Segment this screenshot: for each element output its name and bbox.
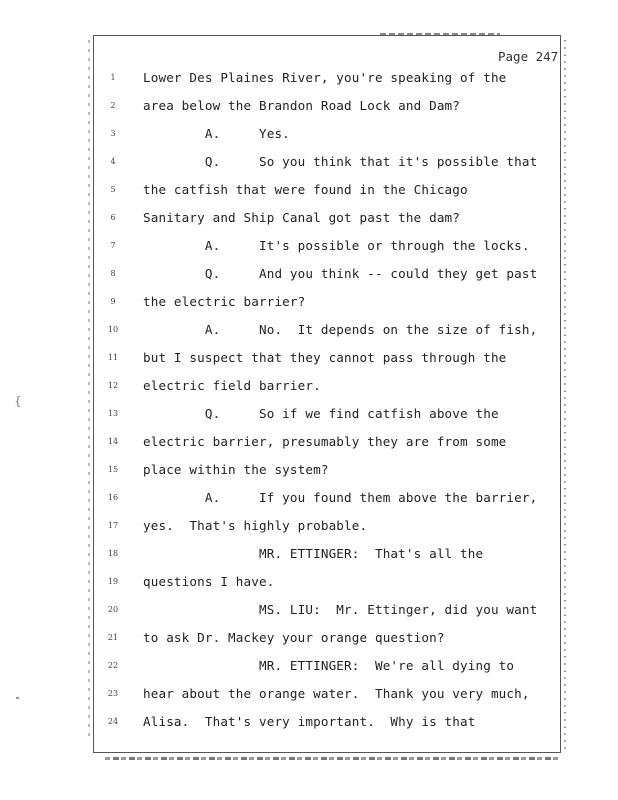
- line-number: 14: [107, 437, 119, 446]
- transcript-line: area below the Brandon Road Lock and Dam?: [143, 98, 461, 113]
- line-number: 16: [107, 493, 119, 502]
- transcript-line: the catfish that were found in the Chicago: [143, 182, 468, 197]
- line-number: 11: [107, 353, 119, 362]
- line-number: 22: [107, 661, 119, 670]
- transcript-line: Alisa. That's very important. Why is that: [143, 714, 476, 729]
- line-number: 5: [110, 185, 116, 194]
- page-number: Page 247: [498, 49, 559, 64]
- page-border: [93, 35, 561, 753]
- transcript-line: Q. So you think that it's possible that: [143, 154, 538, 169]
- transcript-line: Lower Des Plaines River, you're speaking of the: [143, 70, 507, 85]
- line-number: 3: [110, 129, 116, 138]
- line-number: 15: [107, 465, 119, 474]
- line-number: 13: [107, 409, 119, 418]
- transcript-line: the electric barrier?: [143, 294, 306, 309]
- transcript-line: to ask Dr. Mackey your orange question?: [143, 630, 445, 645]
- line-number: 12: [107, 381, 119, 390]
- transcript-line: hear about the orange water. Thank you very much,: [143, 686, 530, 701]
- transcript-line: yes. That's highly probable.: [143, 518, 368, 533]
- line-number: 9: [110, 297, 116, 306]
- transcript-line: MR. ETTINGER: We're all dying to: [143, 658, 515, 673]
- line-number: 20: [107, 605, 119, 614]
- transcript-line: A. If you found them above the barrier,: [143, 490, 538, 505]
- line-number: 21: [107, 633, 119, 642]
- transcript-line: Q. And you think -- could they get past: [143, 266, 538, 281]
- transcript-line: MR. ETTINGER: That's all the: [143, 546, 484, 561]
- line-number: 23: [107, 689, 119, 698]
- line-number: 17: [107, 521, 119, 530]
- transcript-line: but I suspect that they cannot pass through the: [143, 350, 507, 365]
- scan-artifact-right: [564, 40, 566, 750]
- transcript-line: A. It's possible or through the locks.: [143, 238, 530, 253]
- transcript-line: electric barrier, presumably they are from some: [143, 434, 507, 449]
- line-number: 24: [107, 717, 119, 726]
- line-number: 18: [107, 549, 119, 558]
- line-number: 10: [107, 325, 119, 334]
- line-number: 1: [110, 73, 116, 82]
- line-number: 7: [110, 241, 116, 250]
- transcript-line: place within the system?: [143, 462, 329, 477]
- transcript-line: A. Yes.: [143, 126, 290, 141]
- transcript-line: MS. LIU: Mr. Ettinger, did you want: [143, 602, 538, 617]
- transcript-line: electric field barrier.: [143, 378, 321, 393]
- line-number: 6: [110, 213, 116, 222]
- scan-artifact-bottom: [105, 757, 560, 760]
- margin-mark: {: [14, 394, 22, 408]
- margin-dot: [16, 697, 19, 699]
- line-number: 4: [110, 157, 116, 166]
- line-number: 8: [110, 269, 116, 278]
- transcript-line: Q. So if we find catfish above the: [143, 406, 499, 421]
- line-number: 2: [110, 101, 116, 110]
- transcript-line: A. No. It depends on the size of fish,: [143, 322, 538, 337]
- transcript-line: questions I have.: [143, 574, 275, 589]
- line-number: 19: [107, 577, 119, 586]
- transcript-line: Sanitary and Ship Canal got past the dam?: [143, 210, 461, 225]
- scan-artifact-left: [88, 40, 90, 740]
